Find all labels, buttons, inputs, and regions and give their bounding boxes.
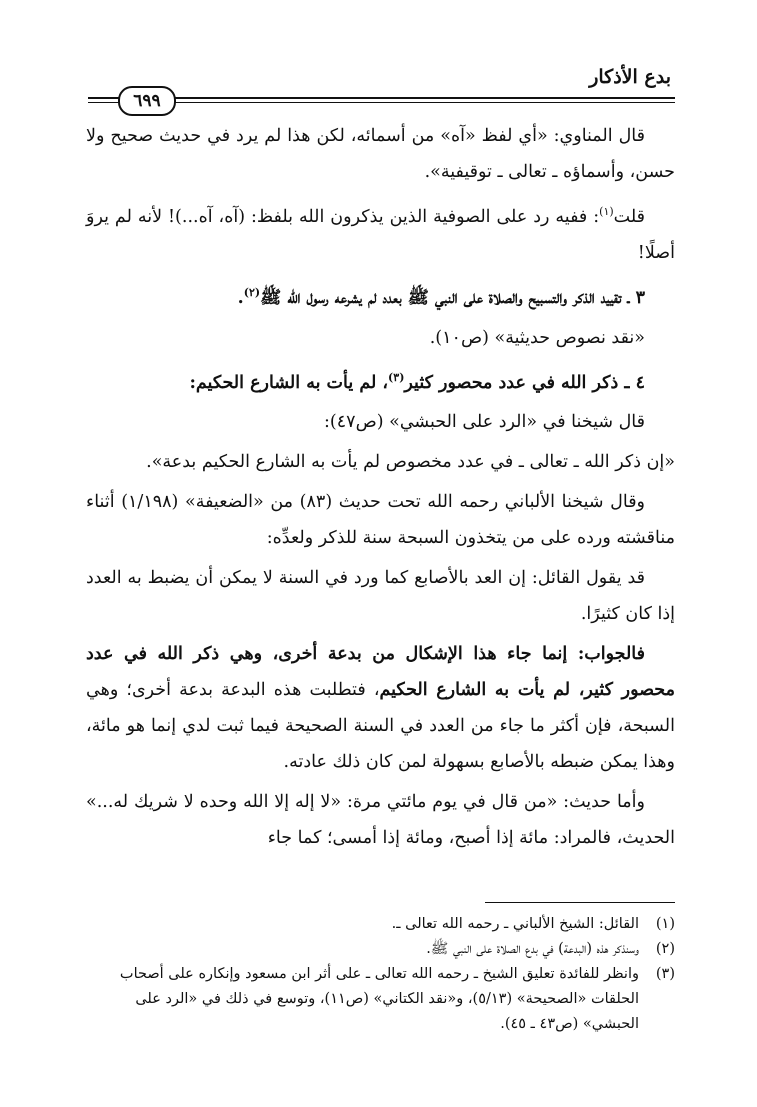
footnote-ref-3[interactable]: (٣) [388,370,405,384]
header-rule-thin [88,102,675,103]
paragraph-shaykh: قال شيخنا في «الرد على الحبشي» (ص٤٧): [324,412,645,433]
footnote-ref-1[interactable]: (١) [599,205,614,218]
footnote-number: (١) [655,916,675,932]
paragraph-albani: وقال شيخنا الألباني رحمه الله تحت حديث (٨٣) من «الضعيفة» (١/١٩٨) أثناء مناقشته ورده على من يتخذون السبحة سنة للذكر ولعدِّه: [86,492,675,549]
main-text [86,118,675,860]
paragraph-hadith: وأما حديث: «من قال في يوم مائتي مرة: «لا إله إلا الله وحده لا شريك له...» الحديث، فالمراد: مائة إذا أصبح، ومائة إذا أمسى؛ كما جاء [86,792,675,849]
heading-3 [86,275,675,316]
footnote-item [86,912,675,937]
quote-bidah: «إن ذكر الله ـ تعالى ـ في عدد مخصوص لم يأت به الشارع الحكيم بدعة». [146,452,675,473]
answer-bold: فالجواب: إنما جاء هذا الإشكال من بدعة أخرى، وهي ذكر الله في عدد محصور كثير، لم يأت به الشارع الحكيم [86,644,675,701]
footnote-item [86,962,675,1037]
answer-rest: ، فتطلبت هذه البدعة بدعة أخرى؛ وهي السبحة، فإن أكثر ما جاء من العدد في السنة الصحيحة فيما ثبت لدي إنما هو مائة، وهذا يمكن ضبطه بالأصابع بسهولة لمن كان ذلك عادته. [86,680,675,773]
footnote-text: وسنذكر هذه (البدعة) في بدع الصلاة على النبي ﷺ. [426,941,639,957]
qultu-text: : ففيه رد على الصوفية الذين يذكرون الله بلفظ: (آه، آه...)! لأنه لم يروَ أصلًا! [86,206,675,263]
heading-3-text: ٣ ـ تقييد الذكر والتسبيح والصلاة على النبي ﷺ بعدد لم يشرعه رسول الله ﷺ [260,287,645,308]
paragraph-objection: قد يقول القائل: إن العد بالأصابع كما ورد في السنة لا يمكن أن يضبط به العدد إذا كان كثيرًا. [86,568,675,625]
heading-4-end: ، لم يأت به الشارع الحكيم: [189,372,389,393]
footnotes [86,912,675,1037]
footnote-number: (٢) [655,941,675,957]
heading-4-text: ٤ ـ ذكر الله في عدد محصور كثير [404,372,645,393]
footnote-text: القائل: الشيخ الألباني ـ رحمه الله تعالى ـ. [391,916,639,932]
footnote-number: (٣) [655,966,675,982]
heading-3-end: . [237,287,244,308]
footnote-item [86,937,675,962]
qultu-lead: قلت [613,206,645,227]
running-title: بدع الأذكار [589,66,671,88]
paragraph-qultu [86,194,675,271]
footnote-text: وانظر للفائدة تعليق الشيخ ـ رحمه الله تعالى ـ على أثر ابن مسعود وإنكاره على أصحاب الحلقات «الصحيحة» (٥/١٣)، و«نقد الكتاني» (ص١١)، وتوسع في ذلك في «الرد على الحبشي» (ص٤٣ ـ ٤٥). [119,966,639,1032]
source-reference: «نقد نصوص حديثية» (ص١٠). [429,327,645,348]
footnote-ref-2[interactable]: (٢) [243,285,261,299]
header-rule [88,97,675,99]
paragraph-answer [86,636,675,780]
page-number: ٦٩٩ [118,86,176,116]
paragraph-munawi: قال المناوي: «أي لفظ «آه» من أسمائه، لكن هذا لم يرد في حديث صحيح ولا حسن، وأسماؤه ـ تعالى ـ توقيفية». [86,126,675,182]
footnote-rule [485,902,675,903]
heading-4 [86,360,675,401]
